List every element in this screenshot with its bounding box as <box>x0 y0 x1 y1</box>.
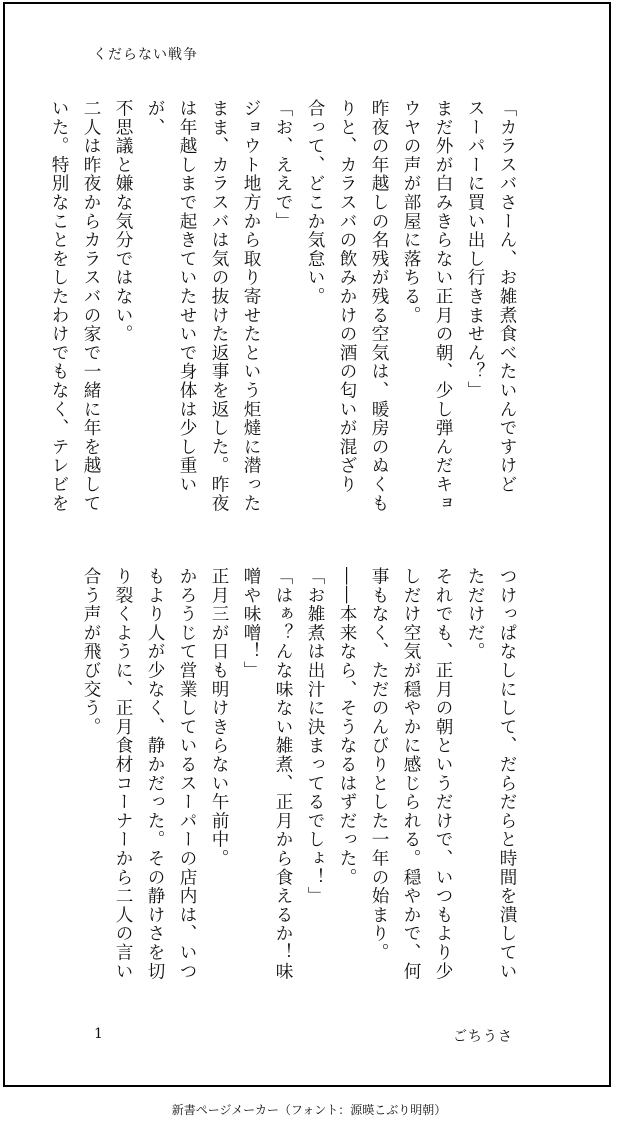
text-line: 「お、ええで」 <box>273 99 293 231</box>
text-line: は年越しまで起きていたせいで身体は少し重いが、 <box>145 99 197 494</box>
text-line: 合う声が飛び交う。 <box>81 567 101 737</box>
text-line: つけっぱなしにして、だらだらと時間を潰してい <box>497 567 517 981</box>
text-line: ただけだ。 <box>465 567 485 661</box>
text-line: かろうじて営業しているスーパーの店内は、いつ <box>177 567 197 981</box>
page-number: 1 <box>94 1026 103 1042</box>
page-frame <box>3 2 611 1087</box>
text-line: もより人が少なく、静かだった。その静けさを切 <box>145 567 165 981</box>
generator-note: 新書ページメーカー（フォント：源暎こぶり明朝） <box>171 1103 447 1117</box>
text-line: それでも、正月の朝というだけで、いつもより少 <box>433 567 453 981</box>
text-column-top <box>49 99 523 521</box>
text-column-bottom <box>53 567 523 989</box>
text-line: 二人は昨夜からカラスバの家で一緒に年を越して <box>81 99 101 513</box>
text-line: 「はぁ？んな味ない雑煮、正月から食えるか！味 <box>273 567 293 981</box>
text-line: いた。特別なことをしたわけでもなく、テレビを <box>49 99 69 513</box>
text-line: ジョウト地方から取り寄せたという炬燵に潜った <box>241 99 261 513</box>
text-line: まま、カラスバは気の抜けた返事を返した。昨夜 <box>209 99 229 513</box>
text-line: 正月三が日も明けきらない午前中。 <box>209 567 229 868</box>
text-line: 昨夜の年越しの名残が残る空気は、暖房のぬくも <box>369 99 389 513</box>
running-title: くだらない戦争 <box>93 47 198 63</box>
text-line: 不思議と嫌な気分ではない。 <box>113 99 133 344</box>
text-line: 合って、どこか気怠い。 <box>305 99 325 306</box>
text-line: 「お雑煮は出汁に決まってるでしょ！」 <box>305 567 325 906</box>
text-line: しだけ空気が穏やかに感じられる。穏やかで、何 <box>401 567 421 981</box>
text-line: 「カラスバさーん、お雑煮食べたいんですけど <box>497 99 517 494</box>
text-line: り裂くように、正月食材コーナーから二人の言い <box>113 567 133 981</box>
text-line: りと、カラスバの飲みかけの酒の匂いが混ざり <box>337 99 357 494</box>
text-line: まだ外が白みきらない正月の朝、少し弾んだキョ <box>433 99 453 513</box>
author-name: ごちうさ <box>453 1029 513 1045</box>
text-line: 噌や味噌！」 <box>241 567 261 680</box>
text-line: ――本来なら、そうなるはずだった。 <box>337 567 357 887</box>
text-line: 事もなく、ただのんびりとした一年の始まり。 <box>369 567 389 962</box>
text-line: ウヤの声が部屋に落ちる。 <box>401 99 421 325</box>
text-line: スーパーに買い出し行きません？」 <box>465 99 485 400</box>
